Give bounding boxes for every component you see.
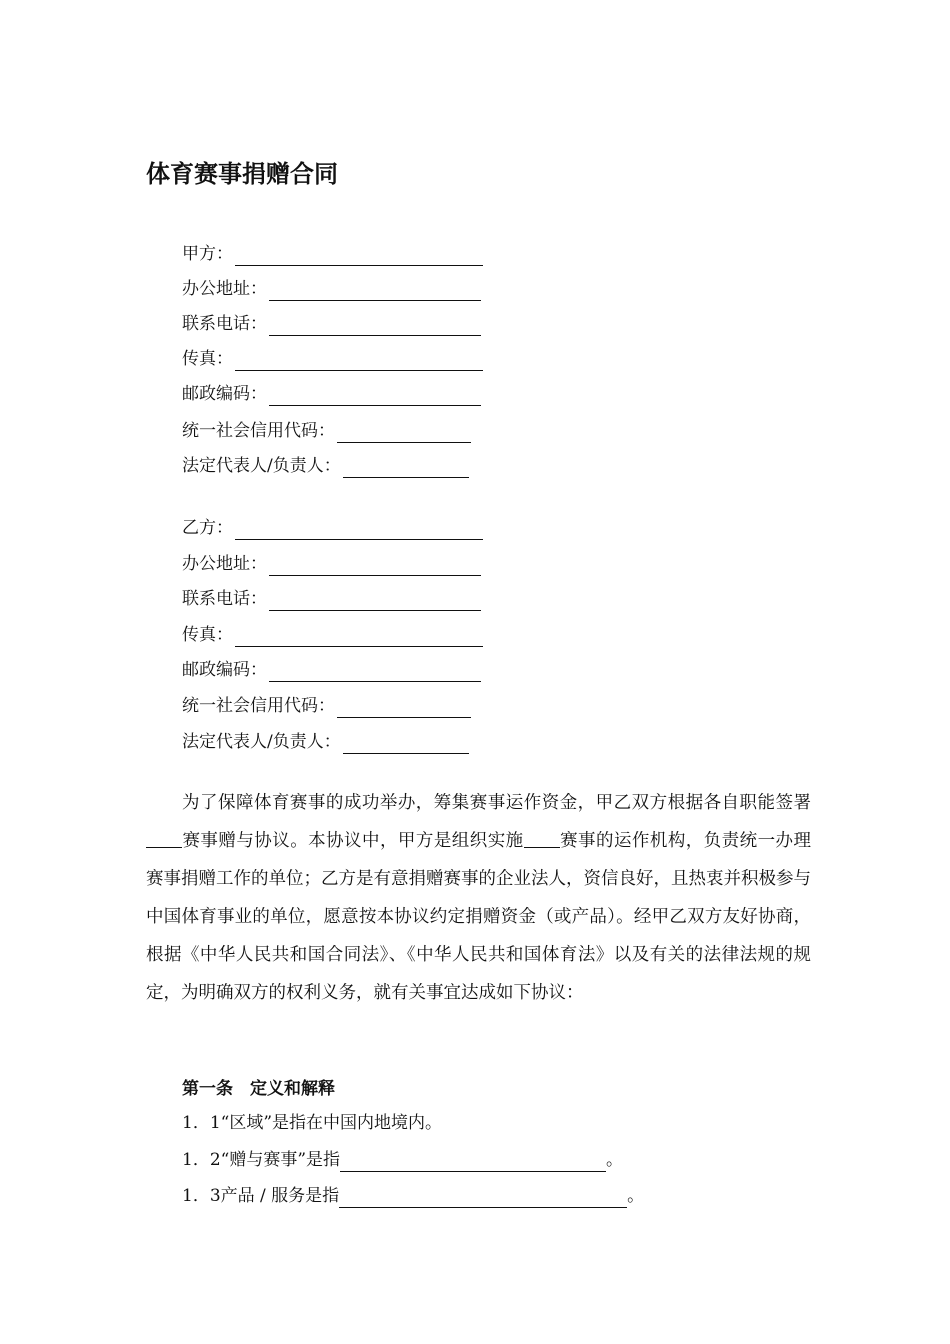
clause-1-1 xyxy=(182,1109,442,1135)
party-b-rep-field xyxy=(182,728,469,754)
party-b-name-field xyxy=(182,514,483,540)
party-b-credit-code-blank[interactable] xyxy=(337,697,471,718)
party-a-fax-field xyxy=(182,345,483,371)
party-b-postcode-blank[interactable] xyxy=(269,661,481,682)
party-a-postcode-field xyxy=(182,380,481,406)
clause-1-1-text: 1．1“区域”是指在中国内地境内。 xyxy=(182,1113,443,1133)
party-a-rep-label: 法定代表人/负责人： xyxy=(182,456,341,476)
party-b-fax-field xyxy=(182,621,483,647)
party-a-address-label: 办公地址： xyxy=(182,279,267,299)
article-1-heading: 第一条 定义和解释 xyxy=(182,1079,335,1099)
event-name-blank-1[interactable] xyxy=(146,829,182,848)
party-b-postcode-label: 邮政编码： xyxy=(182,660,267,680)
party-b-fax-blank[interactable] xyxy=(235,626,483,647)
clause-1-3-prefix: 1．3产品 / 服务是指 xyxy=(182,1186,340,1206)
clause-1-2-prefix: 1．2“赠与赛事”是指 xyxy=(182,1150,341,1170)
clause-1-3-blank[interactable] xyxy=(339,1187,627,1208)
party-b-phone-label: 联系电话： xyxy=(182,589,267,609)
clause-1-3 xyxy=(182,1182,644,1208)
clause-1-2-suffix: 。 xyxy=(606,1150,624,1170)
party-b-phone-blank[interactable] xyxy=(269,590,481,611)
party-a-credit-code-field xyxy=(182,417,471,443)
party-a-rep-blank[interactable] xyxy=(343,457,469,478)
intro-text-1: 为了保障体育赛事的成功举办，筹集赛事运作资金，甲乙双方根据各自职能签署 xyxy=(182,793,811,813)
party-a-phone-field xyxy=(182,310,481,336)
party-a-fax-blank[interactable] xyxy=(235,350,483,371)
party-a-postcode-blank[interactable] xyxy=(269,385,481,406)
party-a-phone-label: 联系电话： xyxy=(182,314,267,334)
party-a-phone-blank[interactable] xyxy=(269,315,481,336)
party-b-credit-code-field xyxy=(182,692,471,718)
party-b-fax-label: 传真： xyxy=(182,625,233,645)
party-b-phone-field xyxy=(182,585,481,611)
party-a-rep-field xyxy=(182,452,469,478)
party-b-rep-blank[interactable] xyxy=(343,733,469,754)
party-b-name-label: 乙方： xyxy=(182,518,233,538)
party-a-name-label: 甲方： xyxy=(182,244,233,264)
event-name-blank-2[interactable] xyxy=(524,829,560,848)
party-b-address-blank[interactable] xyxy=(269,555,481,576)
party-b-address-label: 办公地址： xyxy=(182,554,267,574)
party-b-postcode-field xyxy=(182,656,481,682)
party-a-credit-code-label: 统一社会信用代码： xyxy=(182,421,335,441)
party-b-credit-code-label: 统一社会信用代码： xyxy=(182,696,335,716)
party-a-address-field xyxy=(182,275,481,301)
party-a-name-blank[interactable] xyxy=(235,245,483,266)
document-title: 体育赛事捐赠合同 xyxy=(146,160,338,188)
intro-paragraph xyxy=(146,784,811,1012)
party-a-fax-label: 传真： xyxy=(182,349,233,369)
party-a-postcode-label: 邮政编码： xyxy=(182,384,267,404)
party-a-name-field xyxy=(182,240,483,266)
party-b-name-blank[interactable] xyxy=(235,519,483,540)
party-a-address-blank[interactable] xyxy=(269,280,481,301)
intro-text-3: 赛事的运作机构，负责统一办理赛事捐赠工作的单位；乙方是有意捐赠赛事的企业法人，资信良好，且热衷并积极参与中国体育事业的单位，愿意按本协议约定捐赠资金（或产品）。经甲乙双方友好协商，根据《中华人民共和国合同法》、《中华人民共和国体育法》以及有关的法律法规的规定，为明确双方的权利义务，就有关事宜达成如下协议： xyxy=(146,831,812,1003)
party-b-rep-label: 法定代表人/负责人： xyxy=(182,732,341,752)
intro-text-2: 赛事赠与协议。本协议中，甲方是组织实施 xyxy=(182,831,524,851)
party-b-address-field xyxy=(182,550,481,576)
clause-1-2-blank[interactable] xyxy=(340,1151,606,1172)
clause-1-2 xyxy=(182,1146,623,1172)
party-a-credit-code-blank[interactable] xyxy=(337,422,471,443)
clause-1-3-suffix: 。 xyxy=(627,1186,645,1206)
